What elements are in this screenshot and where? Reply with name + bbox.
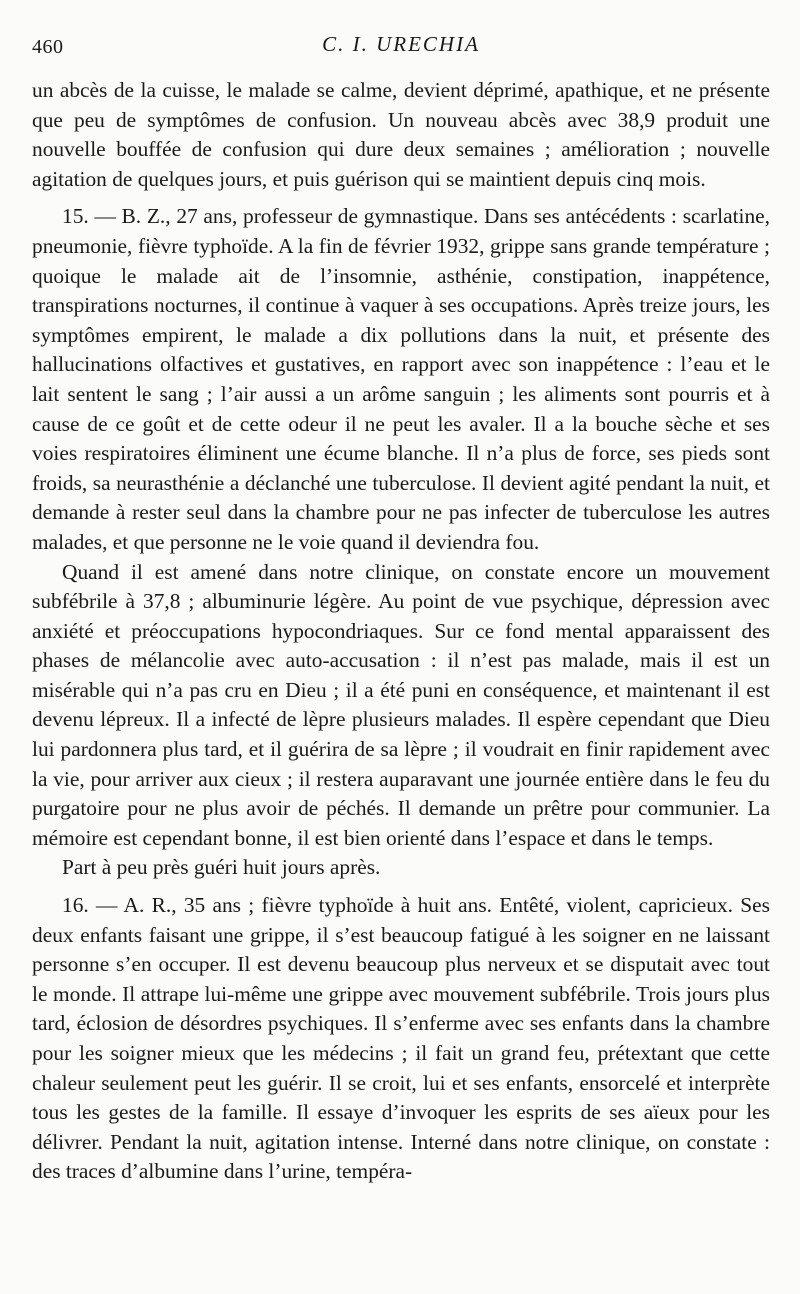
running-head: C. I. URECHIA [322, 32, 480, 56]
paragraph-outcome: Part à peu près guéri huit jours après. [62, 855, 381, 880]
paragraph-clinique: Quand il est amené dans notre clinique, on constate encore un mouvement subfébrile à 37,8 ; albuminurie légère. Au point de vue psychique, dépression avec anxiété et préoccupations hypocondriaques. Sur ce fond mental apparaissent des phases de mélancolie avec auto-accusation : il n’est pas malade, mais il est un misérable qui n’a pas cru en Dieu ; il a été puni en conséquence, et maintenant il est devenu lépreux. Il a infecté de lèpre plusieurs malades. Il espère cependant que Dieu lui pardonnera plus tard, et il guérira de sa lèpre ; il voudrait en finir rapidement avec la vie, pour arriver aux cieux ; il restera auparavant une journée entière dans le feu du purgatoire pour ne plus avoir de péchés. Il demande un prêtre pour communier. La mémoire est cependant bonne, il est bien orienté dans l’espace et dans le temps. [32, 559, 770, 850]
paragraph-case-15: 15. — B. Z., 27 ans, professeur de gymnastique. Dans ses antécédents : scarlatine, pneumonie, fièvre typhoïde. A la fin de février 1932, grippe sans grande température ; quoique le malade ait de l’insomnie, asthénie, constipation, inappétence, transpirations nocturnes, il continue à vaquer à ses occupations. Après treize jours, les symptômes empirent, le malade a dix pollutions dans la nuit, et présente des hallucinations olfactives et gustatives, en rapport avec son inappétence : l’eau et le lait sentent le sang ; l’air aussi a un arôme sanguin ; les aliments sont pourris et à cause de ce goût et de cette odeur il ne peut les avaler. Il a la bouche sèche et ses voies respiratoires éliminent une écume blanche. Il n’a plus de force, ses pieds sont froids, sa neurasthénie a déclanché une tuberculose. Il devient agité pendant la nuit, et demande à rester seul dans la chambre pour ne pas infecter de tuberculose les autres malades, et que personne ne le voie quand il deviendra fou. [32, 204, 770, 554]
body-text [32, 76, 770, 1187]
page-number: 460 [32, 36, 64, 58]
paragraph-continuation: un abcès de la cuisse, le malade se calme, devient déprimé, apathique, et ne présente que peu de symptômes de confusion. Un nouveau abcès avec 38,9 produit une nouvelle bouffée de confusion qui dure deux semaines ; amélioration ; nouvelle agitation de quelques jours, et puis guérison qui se maintient depuis cinq mois. [32, 78, 770, 191]
page-header [32, 30, 770, 62]
paragraph-case-16: 16. — A. R., 35 ans ; fièvre typhoïde à huit ans. Entêté, violent, capricieux. Ses deux enfants faisant une grippe, il s’est beaucoup fatigué à les soigner en ne laissant personne s’en occuper. Il est devenu beaucoup plus nerveux et se disputait avec tout le monde. Il attrape lui-même une grippe avec mouvement subfébrile. Trois jours plus tard, éclosion de désordres psychiques. Il s’enferme avec ses enfants dans la chambre pour les soigner mieux que les médecins ; il fait un grand feu, prétextant que cette chaleur seulement peut les guérir. Il se croit, lui et ses enfants, ensorcelé et interprète tous les gestes de la famille. Il essaye d’invoquer les esprits de ses aïeux pour les délivrer. Pendant la nuit, agitation intense. Interné dans notre clinique, on constate : des traces d’albumine dans l’urine, tempéra- [32, 893, 770, 1184]
